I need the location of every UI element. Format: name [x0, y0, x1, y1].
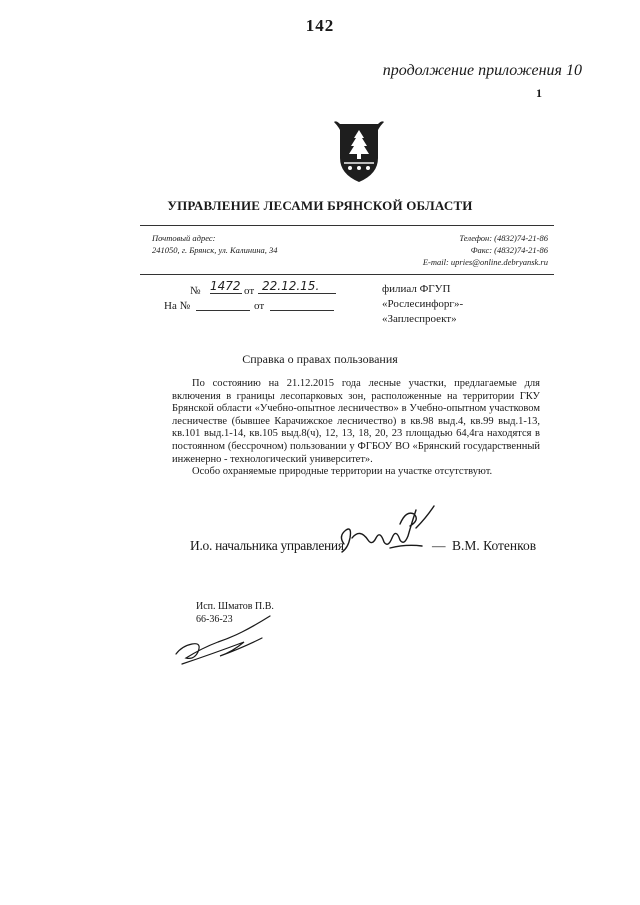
body-paragraph: По состоянию на 21.12.2015 года лесные участки, предлагаемые для включения в границы лесопарковых зон, расположенные на территории ГКУ Брянской области «Учебно-опытное лесничество» в Учебно-опытном участковом лесничестве (бывшее Карачижское лесничество) в кв.98 выд.4, кв.99 выд.1-13, кв.101 выд.1-14, кв.105 выд.8(ч), 12, 13, 18, 20, 23 площадью 64,4га находятся в постоянном (бессрочном) пользовании у ФГБОУ ВО «Брянский государственный инженерно - технологический университет». [172, 378, 540, 465]
registration-number-label: № [190, 285, 201, 297]
document-title: Справка о правах пользования [242, 352, 398, 366]
executor-phone: 66-36-23 [196, 614, 233, 625]
postal-address-value: 241050, г. Брянск, ул. Калинина, 34 [152, 245, 278, 255]
header-rule-bottom [140, 274, 554, 275]
body-paragraph: Особо охраняемые природные территории на участке отсутствуют. [192, 466, 493, 478]
organization-name: УПРАВЛЕНИЕ ЛЕСАМИ БРЯНСКОЙ ОБЛАСТИ [167, 198, 473, 213]
postal-address-label: Почтовый адрес: [152, 233, 216, 243]
signature-executor-icon [172, 608, 276, 666]
recipient-line: филиал ФГУП [382, 283, 451, 295]
recipient [382, 282, 463, 327]
sheet-number: 1 [536, 86, 542, 100]
signatory-name: В.М. Котенков [452, 538, 537, 553]
fax: Факс: (4832)74-21-86 [470, 245, 548, 255]
signature-main-icon [330, 504, 440, 562]
recipient-line: «Рослесинфорг»- [382, 298, 464, 310]
contacts [423, 232, 548, 268]
signatory-dash: — [432, 538, 446, 553]
reference-date-label: от [254, 300, 265, 312]
signatory-title: И.о. начальника управления [190, 538, 344, 553]
phone: Телефон: (4832)74-21-86 [459, 233, 548, 243]
document-body [172, 378, 540, 479]
executor-name: Исп. Шматов П.В. [196, 601, 274, 612]
registration-date-value: 22.12.15. [258, 279, 336, 294]
bryansk-coat-of-arms-icon [334, 118, 384, 184]
registration-date-label: от [244, 285, 255, 297]
recipient-line: «Заплеспроект» [382, 313, 457, 325]
header-rule-top [140, 225, 554, 226]
registration-number-value: 1472 [210, 279, 241, 293]
appendix-note: продолжение приложения 10 [382, 62, 582, 79]
email: E-mail: upries@online.debryansk.ru [422, 257, 548, 267]
reference-number-blank [196, 310, 250, 311]
postal-address [152, 232, 278, 256]
page-number: 142 [305, 16, 335, 35]
reference-number-label: На № [164, 300, 191, 312]
reference-date-blank [270, 310, 334, 311]
